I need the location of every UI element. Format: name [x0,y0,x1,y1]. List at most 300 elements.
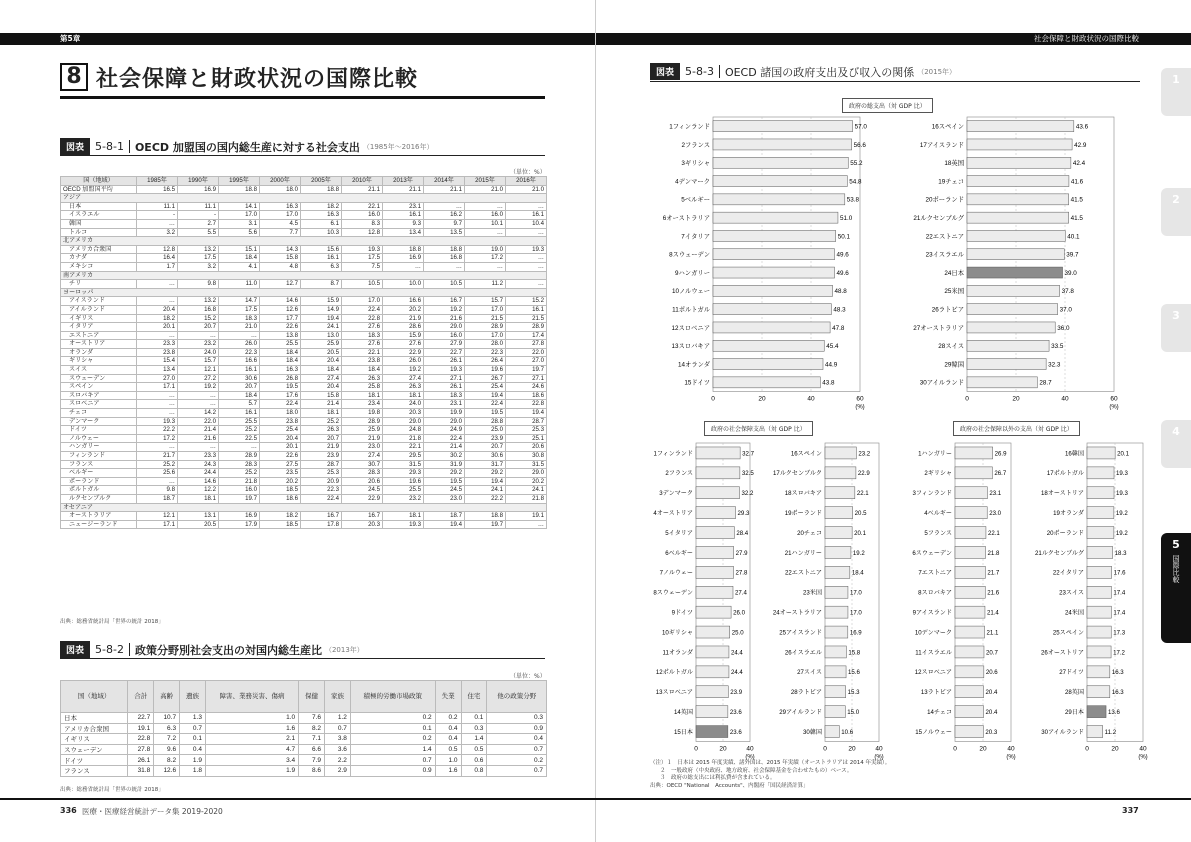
bar [696,686,728,698]
bar [713,285,833,296]
t1-badge: 図表 [60,138,90,155]
bar-value-label: 13.6 [1108,708,1120,716]
t3-title: OECD 諸国の政府支出及び収入の関係 [724,65,915,79]
bar-category-label: 27スイス [797,669,822,677]
value-cell: 8.6 [299,765,325,776]
bar-category-label: 27ドイツ [1059,669,1084,677]
tick-label: 20 [1012,395,1020,403]
value-cell: 23.2 [383,494,424,503]
value-cell: 19.6 [383,477,424,486]
value-cell: … [465,202,506,211]
value-cell: 23.4 [342,400,383,409]
bar [1087,467,1114,479]
country-cell: アイスランド [61,297,137,306]
value-cell: 17.0 [465,331,506,340]
country-cell: イギリス [61,314,137,323]
bar-category-label: 22イタリア [1052,569,1084,577]
bar-value-label: 32.7 [742,450,755,458]
bar-value-label: 23.6 [729,728,742,736]
bar-value-label: 26.7 [994,470,1007,478]
table-row [61,228,547,237]
value-cell: 0.2 [435,713,461,724]
tick-label: 0 [953,745,957,753]
value-cell: 15.2 [178,314,219,323]
value-cell: 25.9 [301,340,342,349]
value-cell: 22.2 [137,426,178,435]
value-cell: … [383,262,424,271]
value-cell: … [219,331,260,340]
tab-5[interactable]: 5 国際比較 [1161,533,1191,643]
value-cell: 4.7 [205,744,298,755]
value-cell: 31.5 [506,460,547,469]
value-cell: 17.5 [219,305,260,314]
table-row [61,314,547,323]
value-cell: 8.7 [301,280,342,289]
value-cell: 16.0 [342,211,383,220]
bar-value-label: 24.4 [730,649,743,657]
column-header: 1985年 [137,177,178,186]
column-header: 合計 [128,681,154,713]
value-cell: 23.3 [137,340,178,349]
bar [696,507,736,519]
bar-category-label: 16韓国 [1065,450,1084,458]
bar-category-label: 17ポルトガル [1046,470,1084,478]
value-cell: … [506,280,547,289]
title-number: 8 [60,63,88,91]
value-cell: 8.2 [299,723,325,734]
bar-category-label: 10ギリシャ [661,629,693,637]
country-cell: チリ [61,280,137,289]
country-cell: フランス [61,765,128,776]
bar-value-label: 21.7 [987,569,1000,577]
value-cell: 18.8 [383,245,424,254]
bar [825,586,848,598]
bar [713,194,845,205]
table-row [61,271,547,280]
value-cell: 16.1 [383,211,424,220]
value-cell: 18.3 [342,331,383,340]
bar [1087,487,1114,499]
value-cell: 16.6 [219,357,260,366]
value-cell: 21.8 [219,477,260,486]
value-cell: 18.4 [342,366,383,375]
bar-category-label: 20ポーランド [1046,529,1084,537]
value-cell: 4.5 [260,219,301,228]
bar-category-label: 10デンマーク [914,629,952,637]
bar-category-label: 15日本 [674,728,693,736]
value-cell: 22.1 [342,348,383,357]
bar-category-label: 23米国 [803,589,822,597]
value-cell: 22.7 [128,713,154,724]
bar-category-label: 20チェコ [797,529,822,537]
value-cell: 18.4 [219,391,260,400]
value-cell: 7.9 [299,755,325,766]
policy-area-table [60,680,547,777]
value-cell: 14.7 [219,297,260,306]
bar-value-label: 27.8 [735,569,748,577]
tick-label: 60 [1110,395,1118,403]
tick-label: 60 [856,395,864,403]
bar-category-label: 18スロバキア [784,490,822,498]
table-row [61,340,547,349]
bar-value-label: 20.6 [985,669,998,677]
value-cell: 16.1 [219,366,260,375]
bar [967,322,1055,333]
value-cell: 29.0 [506,469,547,478]
table-row [61,357,547,366]
value-cell: 16.3 [260,202,301,211]
value-cell: 13.0 [301,331,342,340]
value-cell: 0.7 [487,765,547,776]
value-cell: 22.3 [301,486,342,495]
bar-category-label: 16スペイン [790,450,822,458]
bar-category-label: 20ポーランド [925,196,964,204]
country-cell: デンマーク [61,417,137,426]
value-cell: 30.2 [424,452,465,461]
value-cell: 3.4 [205,755,298,766]
bar [696,666,729,678]
bar-value-label: 40.1 [1067,233,1080,241]
value-cell: 12.1 [178,366,219,375]
value-cell: 29.0 [424,417,465,426]
value-cell: 28.9 [342,417,383,426]
value-cell: … [178,391,219,400]
value-cell: 20.2 [260,477,301,486]
value-cell: 31.8 [128,765,154,776]
table-row [61,503,547,512]
bar [967,212,1069,223]
value-cell: 20.1 [137,323,178,332]
bar-value-label: 54.8 [849,178,862,186]
value-cell: - [178,211,219,220]
value-cell: 18.1 [342,391,383,400]
column-header: 障害、業務災害、傷病 [205,681,298,713]
value-cell: 5.5 [178,228,219,237]
bar-category-label: 1フィンランド [653,450,693,458]
bar [1087,566,1112,578]
table-row [61,434,547,443]
bar-value-label: 42.9 [1074,141,1087,149]
bar-category-label: 27オーストラリア [913,324,964,332]
bar-value-label: 19.2 [852,549,865,557]
value-cell: 22.8 [128,734,154,745]
bar-value-label: 26.0 [733,609,745,617]
value-cell: 18.1 [301,409,342,418]
bar [967,230,1065,241]
bar-category-label: 5イタリア [665,529,693,537]
bar-category-label: 1ハンガリー [918,450,952,458]
value-cell: 9.3 [383,219,424,228]
t3-heading [650,63,956,80]
value-cell: 20.4 [301,357,342,366]
bar-value-label: 25.0 [731,629,744,637]
t2-rule [60,658,545,659]
value-cell: 10.0 [383,280,424,289]
country-cell: ドイツ [61,755,128,766]
bar-value-label: 21.6 [987,589,1000,597]
bar-value-label: 17.6 [1113,569,1126,577]
value-cell: 28.0 [465,340,506,349]
bar [1087,686,1110,698]
header-row [61,681,547,713]
value-cell: 0.4 [435,734,461,745]
bar-value-label: 28.4 [736,529,749,537]
bar [955,507,987,519]
value-cell: 22.4 [465,400,506,409]
country-cell: スロベニア [61,400,137,409]
value-cell: 17.0 [219,211,260,220]
table-row [61,443,547,452]
value-cell: 19.4 [301,314,342,323]
value-cell: 18.1 [383,512,424,521]
value-cell: 1.6 [205,723,298,734]
bar-category-label: 25アイスランド [779,629,822,637]
value-cell: 17.7 [260,314,301,323]
tab-2[interactable]: 2 [1161,188,1191,236]
bar-value-label: 39.0 [1064,269,1077,277]
value-cell: 21.0 [506,185,547,194]
value-cell: 20.3 [383,409,424,418]
value-cell: 0.1 [461,713,487,724]
value-cell: 14.2 [178,409,219,418]
bar [713,267,835,278]
bar [955,606,985,618]
value-cell: 19.3 [506,245,547,254]
value-cell: 28.6 [383,323,424,332]
value-cell: 18.4 [219,254,260,263]
value-cell: 13.8 [260,331,301,340]
t3-badge: 図表 [650,63,680,80]
country-cell: エストニア [61,331,137,340]
value-cell: 22.8 [342,314,383,323]
value-cell: 27.4 [301,374,342,383]
bar [1087,726,1103,738]
value-cell: 29.3 [383,469,424,478]
value-cell: 26.4 [465,357,506,366]
bar [825,527,852,539]
t1-heading [60,138,434,155]
value-cell: 7.1 [299,734,325,745]
bar-category-label: 7エストニア [918,569,952,577]
value-cell: 10.5 [424,280,465,289]
value-cell: 14.3 [260,245,301,254]
value-cell: 23.2 [178,340,219,349]
value-cell: 20.4 [260,434,301,443]
value-cell: 0.7 [350,755,435,766]
table-row [61,288,547,297]
country-cell: チェコ [61,409,137,418]
column-header: 他の政策分野 [487,681,547,713]
bar-value-label: 49.6 [836,269,849,277]
column-header: 国（地域） [61,681,128,713]
value-cell: 19.1 [506,512,547,521]
bar [696,467,740,479]
value-cell: 20.6 [506,443,547,452]
axis-unit: (%) [745,754,755,761]
value-cell: 21.1 [383,185,424,194]
axis-unit: (%) [1109,404,1119,411]
value-cell: 27.6 [342,340,383,349]
value-cell: 1.6 [435,765,461,776]
bar [713,322,830,333]
bar-category-label: 29アイルランド [779,708,822,716]
axis-unit: (%) [1006,754,1016,761]
value-cell: 18.4 [301,366,342,375]
tab-3[interactable]: 3 [1161,304,1191,352]
value-cell: … [137,477,178,486]
value-cell: … [137,400,178,409]
value-cell: 18.0 [260,409,301,418]
value-cell: 16.0 [424,331,465,340]
value-cell: 13.4 [137,366,178,375]
bar [825,447,856,459]
value-cell: 24.0 [383,400,424,409]
value-cell: 18.3 [424,391,465,400]
bar-category-label: 13スロバキア [671,343,710,351]
value-cell: 15.7 [178,357,219,366]
value-cell: 19.4 [465,477,506,486]
bar [1087,546,1113,558]
value-cell: 25.2 [219,426,260,435]
region-label: ヨーロッパ [61,288,547,297]
value-cell: 12.6 [260,305,301,314]
value-cell: … [506,520,547,529]
social-expenditure-table [60,176,547,529]
country-cell: スウェーデン [61,374,137,383]
value-cell: 20.5 [178,520,219,529]
bar-category-label: 4デンマーク [675,178,710,186]
value-cell: 19.7 [465,520,506,529]
value-cell: 26.3 [301,426,342,435]
bar-value-label: 47.8 [832,324,845,332]
value-cell: 22.5 [219,434,260,443]
value-cell: 21.4 [301,400,342,409]
bar [967,176,1069,187]
value-cell: 17.2 [465,254,506,263]
value-cell: 18.8 [465,512,506,521]
value-cell: 27.9 [424,340,465,349]
country-cell: アイルランド [61,305,137,314]
table-row [61,460,547,469]
tab-1[interactable]: 1 [1161,68,1191,116]
value-cell: 16.1 [219,409,260,418]
country-cell: フランス [61,460,137,469]
bar-value-label: 15.3 [847,689,860,697]
value-cell: 0.6 [461,755,487,766]
value-cell: 0.9 [487,723,547,734]
bar [713,249,835,260]
value-cell: 1.4 [461,734,487,745]
value-cell: 27.4 [383,374,424,383]
value-cell: 16.3 [260,366,301,375]
t3-rule [650,81,1140,82]
bar [1087,507,1114,519]
value-cell: 19.3 [424,366,465,375]
bar-category-label: 8スウェーデン [669,251,710,259]
bar-value-label: 22.1 [987,529,1000,537]
value-cell: 23.0 [342,443,383,452]
value-cell: 12.1 [137,512,178,521]
value-cell: … [506,228,547,237]
column-header: 保健 [299,681,325,713]
t3-sub: （2015年） [917,67,957,76]
table-row [61,755,547,766]
value-cell: 1.2 [325,713,351,724]
value-cell: 17.4 [506,331,547,340]
table-row [61,494,547,503]
note-3: ３ 政府の総支出には利払費が含まれている。 [660,775,776,782]
value-cell: 19.5 [260,383,301,392]
country-cell: カナダ [61,254,137,263]
value-cell: 21.0 [465,185,506,194]
value-cell: 18.8 [424,245,465,254]
value-cell: 29.0 [383,417,424,426]
value-cell: 10.7 [154,713,180,724]
bar-value-label: 39.7 [1066,251,1079,259]
value-cell: 19.2 [383,366,424,375]
value-cell: 30.6 [219,374,260,383]
value-cell: 27.2 [178,374,219,383]
value-cell: 16.7 [301,512,342,521]
column-header: 住宅 [461,681,487,713]
value-cell: 24.5 [342,486,383,495]
bar-category-label: 19オランダ [1053,509,1084,517]
value-cell: 18.6 [260,494,301,503]
bar [825,726,839,738]
value-cell: 26.1 [424,357,465,366]
value-cell: … [137,331,178,340]
value-cell: 6.6 [299,744,325,755]
value-cell: 19.1 [128,723,154,734]
value-cell: 17.9 [219,520,260,529]
bar [825,606,848,618]
column-header: 2015年 [465,177,506,186]
value-cell: 22.4 [342,305,383,314]
bar-category-label: 3フィンランド [912,490,952,498]
bar-category-label: 28英国 [1065,689,1084,697]
value-cell: 16.0 [465,211,506,220]
bar-category-label: 2ギリシャ [924,470,952,478]
bar [1087,606,1111,618]
value-cell: 20.1 [260,443,301,452]
value-cell: 20.4 [137,305,178,314]
country-cell: 日本 [61,713,128,724]
value-cell: 23.1 [383,202,424,211]
value-cell: 24.3 [178,460,219,469]
bar [825,706,845,718]
chart-social-security [640,438,885,761]
bar-value-label: 16.9 [849,629,862,637]
value-cell: 0.7 [325,723,351,734]
value-cell: 17.0 [260,211,301,220]
value-cell: 28.7 [301,460,342,469]
country-cell: ハンガリー [61,443,137,452]
bar [696,487,739,499]
tab-4[interactable]: 4 [1161,420,1191,468]
country-cell: ドイツ [61,426,137,435]
bar-value-label: 16.3 [1111,689,1124,697]
table-row [61,331,547,340]
value-cell: 1.3 [180,713,206,724]
bar [955,686,984,698]
value-cell: 21.4 [424,443,465,452]
bar-value-label: 51.0 [839,214,853,222]
column-header: 2016年 [506,177,547,186]
value-cell: 24.5 [424,486,465,495]
value-cell: 16.6 [383,297,424,306]
bar [696,606,731,618]
value-cell: 21.8 [506,494,547,503]
